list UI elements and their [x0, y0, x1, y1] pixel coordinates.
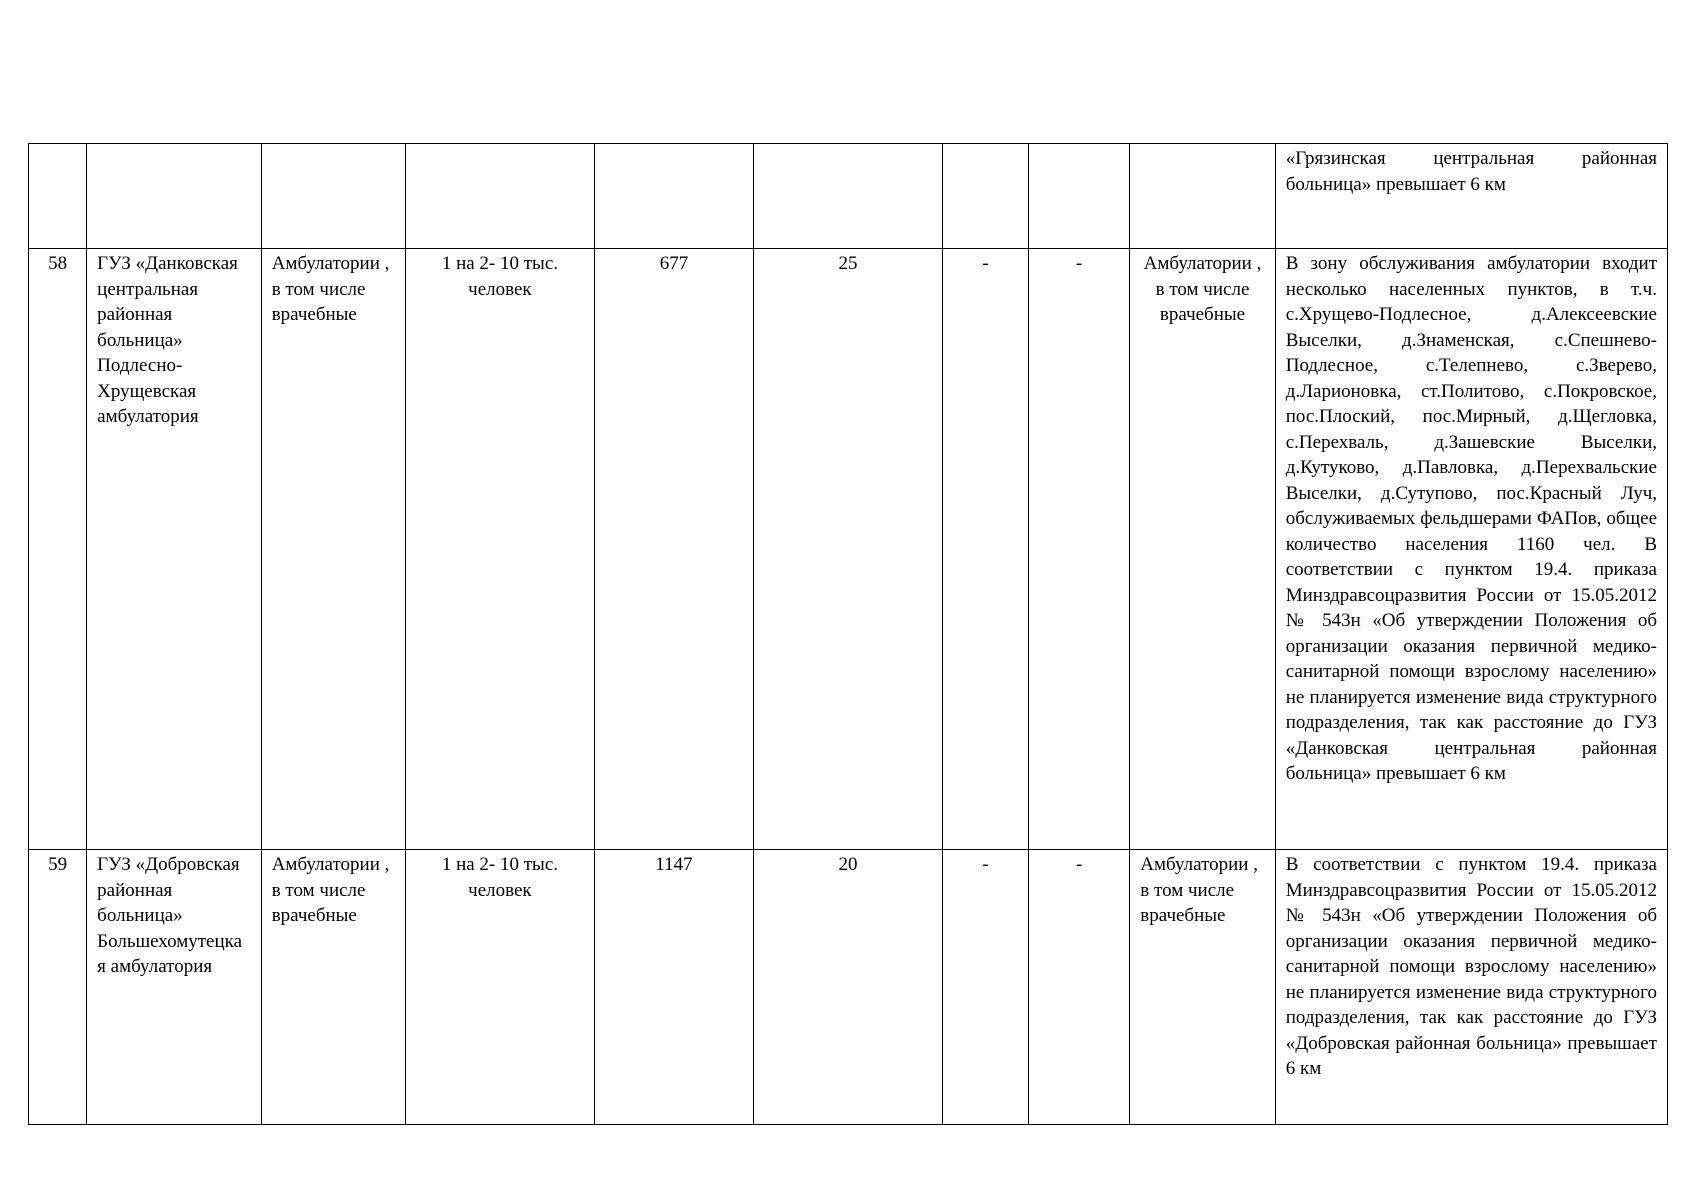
cell-institution: ГУЗ «Данковская центральная районная больница» Подлесно-Хрущевская амбулатория	[87, 249, 262, 850]
cell-norm	[406, 144, 595, 249]
table-row	[29, 850, 1668, 1125]
cell-norm: 1 на 2- 10 тыс. человек	[406, 249, 595, 850]
cell-distance: 25	[754, 249, 943, 850]
cell-col7: -	[942, 850, 1028, 1125]
cell-col8	[1029, 144, 1130, 249]
cell-population: 1147	[594, 850, 753, 1125]
cell-num: 59	[29, 850, 87, 1125]
cell-norm: 1 на 2- 10 тыс. человек	[406, 850, 595, 1125]
cell-col7	[942, 144, 1028, 249]
cell-col8: -	[1029, 249, 1130, 850]
cell-num: 58	[29, 249, 87, 850]
cell-distance: 20	[754, 850, 943, 1125]
cell-comment: В зону обслуживания амбулатории входит несколько населенных пунктов, в т.ч. с.Хрущево-Подлесное, д.Алексеевские Выселки, д.Знаменская, с.Спешнево- Подлесное, с.Телепнево, с.Зверево, д.Ларионовка, ст.Политово, с.Покровское, пос.Плоский, пос.Мирный, д.Щегловка, с.Перехваль, д.Зашевские Выселки, д.Кутуково, д.Павловка, д.Перехвальские Выселки, д.Сутупово, пос.Красный Луч, обслуживаемых фельдшерами ФАПов, общее количество населения 1160 чел. В соответствии с пунктом 19.4. приказа Минздравсоцразвития России от 15.05.2012 № 543н «Об утверждении Положения об организации оказания первичной медико-санитарной помощи взрослому населению» не планируется изменение вида структурного подразделения, так как расстояние до ГУЗ «Данковская центральная районная больница» превышает 6 км	[1275, 249, 1667, 850]
table-row	[29, 249, 1668, 850]
cell-comment: «Грязинская центральная районная больница» превышает 6 км	[1275, 144, 1667, 249]
cell-comment: В соответствии с пунктом 19.4. приказа Минздравсоцразвития России от 15.05.2012 № 543н «Об утверждении Положения об организации оказания первичной медико-санитарной помощи взрослому населению» не планируется изменение вида структурного подразделения, так как расстояние до ГУЗ «Добровская районная больница» превышает 6 км	[1275, 850, 1667, 1125]
cell-distance	[754, 144, 943, 249]
cell-planned-type	[1130, 144, 1275, 249]
cell-col8: -	[1029, 850, 1130, 1125]
table-row-continuation	[29, 144, 1668, 249]
cell-col7: -	[942, 249, 1028, 850]
cell-institution: ГУЗ «Добровская районная больница» Большехомутецкая амбулатория	[87, 850, 262, 1125]
cell-planned-type: Амбулатории , в том числе врачебные	[1130, 249, 1275, 850]
cell-population	[594, 144, 753, 249]
cell-institution	[87, 144, 262, 249]
data-table	[28, 143, 1668, 1125]
cell-num	[29, 144, 87, 249]
cell-type: Амбулатории , в том числе врачебные	[261, 850, 405, 1125]
cell-type: Амбулатории , в том числе врачебные	[261, 249, 405, 850]
cell-type	[261, 144, 405, 249]
cell-planned-type: Амбулатории , в том числе врачебные	[1130, 850, 1275, 1125]
cell-population: 677	[594, 249, 753, 850]
